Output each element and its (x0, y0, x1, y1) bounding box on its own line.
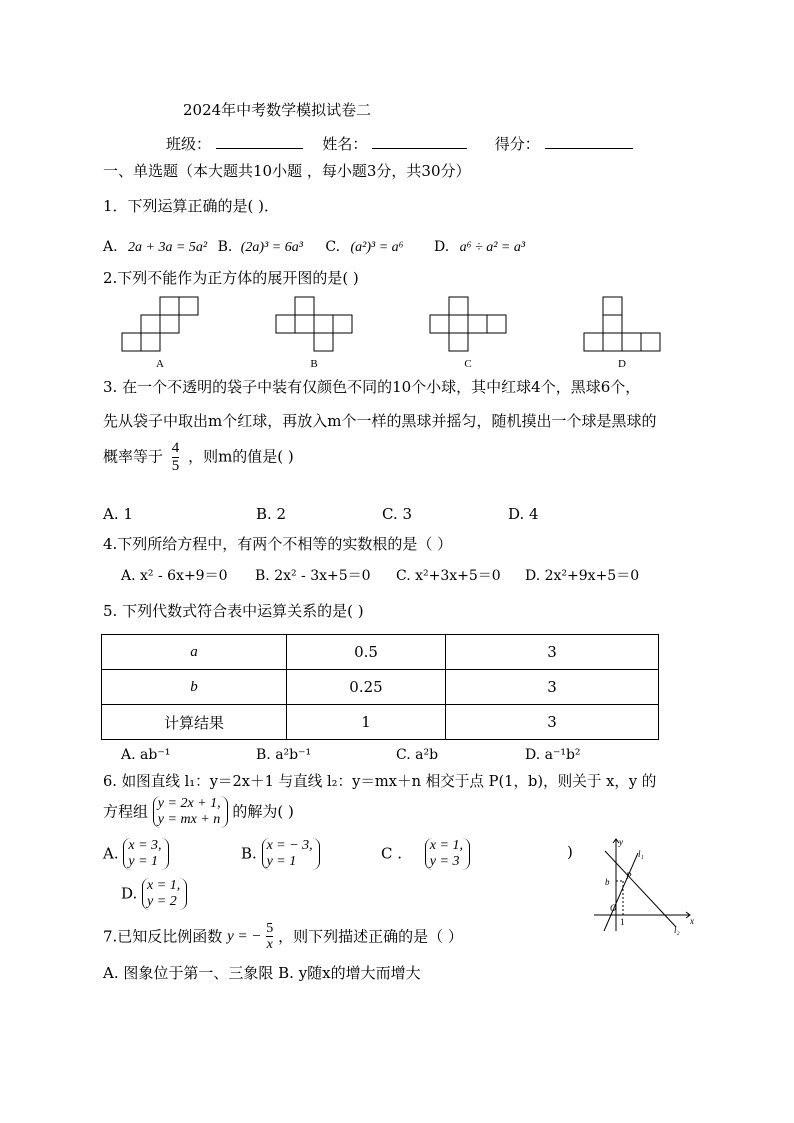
q1-option-a: 2a + 3a = 5a² (128, 240, 208, 255)
class-blank[interactable] (216, 134, 303, 149)
fig-l1-label: l₁ (638, 849, 644, 859)
q4-option-d: D. 2x²+9x+5＝0 (525, 568, 640, 584)
q6-equation-system (153, 796, 228, 828)
student-info (166, 134, 633, 152)
q6-c-system (425, 838, 470, 870)
q5-table (101, 634, 659, 740)
table-cell: 3 (446, 705, 659, 740)
fig-x-label: x (690, 916, 694, 926)
q6-a-label: A. (103, 844, 119, 863)
class-label: 班级： (166, 135, 212, 153)
cube-net-c (430, 297, 506, 351)
q7-text-a: 7.已知反比例函数 (103, 927, 223, 946)
q5-option-c: C. a²b (396, 747, 439, 763)
q5-stem: 5. 下列代数式符合表中运算关系的是( ) (103, 602, 364, 620)
q4-stem: 4.下列所给方程中，有两个不相等的实数根的是（ ） (103, 535, 453, 553)
name-label: 姓名： (322, 135, 368, 153)
net-label-a: A (156, 358, 164, 370)
q6-a-eq1: x = 3, (128, 838, 162, 853)
cube-net-a (122, 297, 198, 351)
q7-frac-num: 5 (266, 921, 274, 936)
table-row (102, 705, 659, 740)
cube-nets-figure (110, 290, 670, 370)
q1-option-b: (2a)³ = 6a³ (240, 240, 303, 255)
table-cell: 计算结果 (102, 705, 287, 740)
q6-option-d (121, 878, 187, 910)
q1-stem: 1．下列运算正确的是( )． (103, 197, 280, 215)
q5-option-b: B. a²b⁻¹ (256, 747, 312, 763)
fig-one-label: 1 (620, 917, 625, 927)
cube-net-b (276, 297, 352, 351)
q4-option-a: A. x² - 6x+9＝0 (121, 568, 228, 584)
q3-option-c: C. 3 (382, 505, 413, 523)
q6-d-eq1: x = 1, (147, 878, 181, 893)
q3-text-a: 概率等于 (103, 447, 164, 466)
q6-a-system (123, 838, 168, 870)
q4-option-b: B. 2x² - 3x+5＝0 (255, 568, 371, 584)
q2-stem: 2.下列不能作为正方体的展开图的是( ) (103, 269, 359, 287)
q6-line1: 6. 如图直线 l₁：y＝2x＋1 与直线 l₂：y＝mx＋n 相交于点 P(1，b)，则关于 x，y 的 (103, 773, 657, 790)
q7-options: A. 图象位于第一、三象限 B. y随x的增大而增大 (103, 964, 421, 982)
q6-b-system (262, 838, 320, 870)
q3-frac-den: 5 (171, 457, 180, 474)
q1-c-label: C. (325, 239, 341, 255)
q3-option-a: A. 1 (103, 505, 133, 523)
table-cell: 3 (446, 635, 659, 670)
q6-b-label: B. (241, 844, 257, 863)
net-label-c: C (464, 358, 472, 370)
q6-a-eq2: y = 1 (128, 854, 159, 870)
q6-line2 (103, 796, 294, 828)
q6-option-a (103, 838, 169, 870)
q6-d-eq2: y = 2 (147, 894, 177, 910)
q6-eq1: y = 2x + 1, (157, 796, 221, 811)
q6-option-b (241, 838, 320, 870)
q7-text-b: ，则下列描述正确的是（ ） (278, 927, 463, 946)
q3-frac-num: 4 (171, 440, 180, 456)
q6-c-eq1: x = 1, (429, 838, 463, 853)
q7-stem (103, 921, 463, 953)
section-heading: 一、单选题（本大题共10小题 ，每小题3分，共30分） (103, 162, 471, 180)
q1-a-label: A. (103, 239, 118, 255)
table-row (102, 670, 659, 705)
q6-d-label: D. (121, 884, 138, 903)
q6-close-paren: ) (567, 843, 573, 861)
q3-text-b: ，则m的值是( ) (188, 447, 294, 466)
q3-option-d: D. 4 (508, 505, 539, 523)
q1-options (103, 240, 525, 255)
table-cell: b (102, 670, 287, 705)
q6-eq2: y = mx + n (157, 812, 221, 828)
q5-option-d: D. a⁻¹b² (525, 747, 581, 763)
q3-option-b: B. 2 (256, 505, 287, 523)
q3-line1: 3. 在一个不透明的袋子中装有仅颜色不同的10个小球，其中红球4个，黑球6个， (103, 378, 641, 396)
table-cell: 0.25 (287, 670, 446, 705)
name-blank[interactable] (372, 134, 467, 149)
q5-option-a: A. ab⁻¹ (121, 747, 171, 763)
net-label-d: D (618, 358, 626, 370)
table-cell: a (102, 635, 287, 670)
fig-b-label: b (605, 877, 610, 887)
score-label: 得分： (494, 135, 540, 153)
cube-net-d (584, 297, 660, 351)
q6-graph-figure (590, 835, 700, 935)
net-label-b: B (310, 358, 318, 370)
q6-text-b: 的解为( ) (232, 802, 294, 821)
q1-d-label: D. (434, 239, 450, 255)
q6-c-eq2: y = 3 (429, 854, 460, 870)
fig-o-label: O (610, 903, 617, 913)
score-blank[interactable] (545, 134, 633, 149)
q4-option-c: C. x²+3x+5＝0 (396, 568, 501, 584)
q3-line2: 先从袋子中取出m个红球，再放入m个一样的黑球并摇匀，随机摸出一个球是黑球的 (103, 412, 657, 430)
table-row (102, 635, 659, 670)
q3-fraction (172, 440, 180, 474)
q7-frac-den: x (266, 937, 273, 953)
q6-option-c (381, 838, 470, 870)
q6-b-eq1: x = − 3, (266, 838, 313, 853)
fig-p-label: P (626, 871, 632, 881)
q7-func-left: y = − (227, 928, 262, 945)
q1-option-d: a⁶ ÷ a² = a³ (459, 240, 526, 255)
q7-fraction (266, 921, 273, 953)
q1-b-label: B. (217, 239, 233, 255)
q1-option-c: (a²)³ = a⁶ (350, 240, 404, 255)
q6-d-system (142, 878, 187, 910)
q6-c-label: C . (381, 844, 403, 863)
table-cell: 1 (287, 705, 446, 740)
fig-l2-label: l₂ (674, 925, 680, 935)
table-cell: 0.5 (287, 635, 446, 670)
q6-b-eq2: y = 1 (266, 854, 297, 870)
fig-y-label: y (619, 837, 623, 847)
q6-text-a: 方程组 (103, 802, 149, 821)
page-title: 2024年中考数学模拟试卷二 (183, 101, 372, 119)
table-cell: 3 (446, 670, 659, 705)
q3-line3 (103, 440, 294, 474)
